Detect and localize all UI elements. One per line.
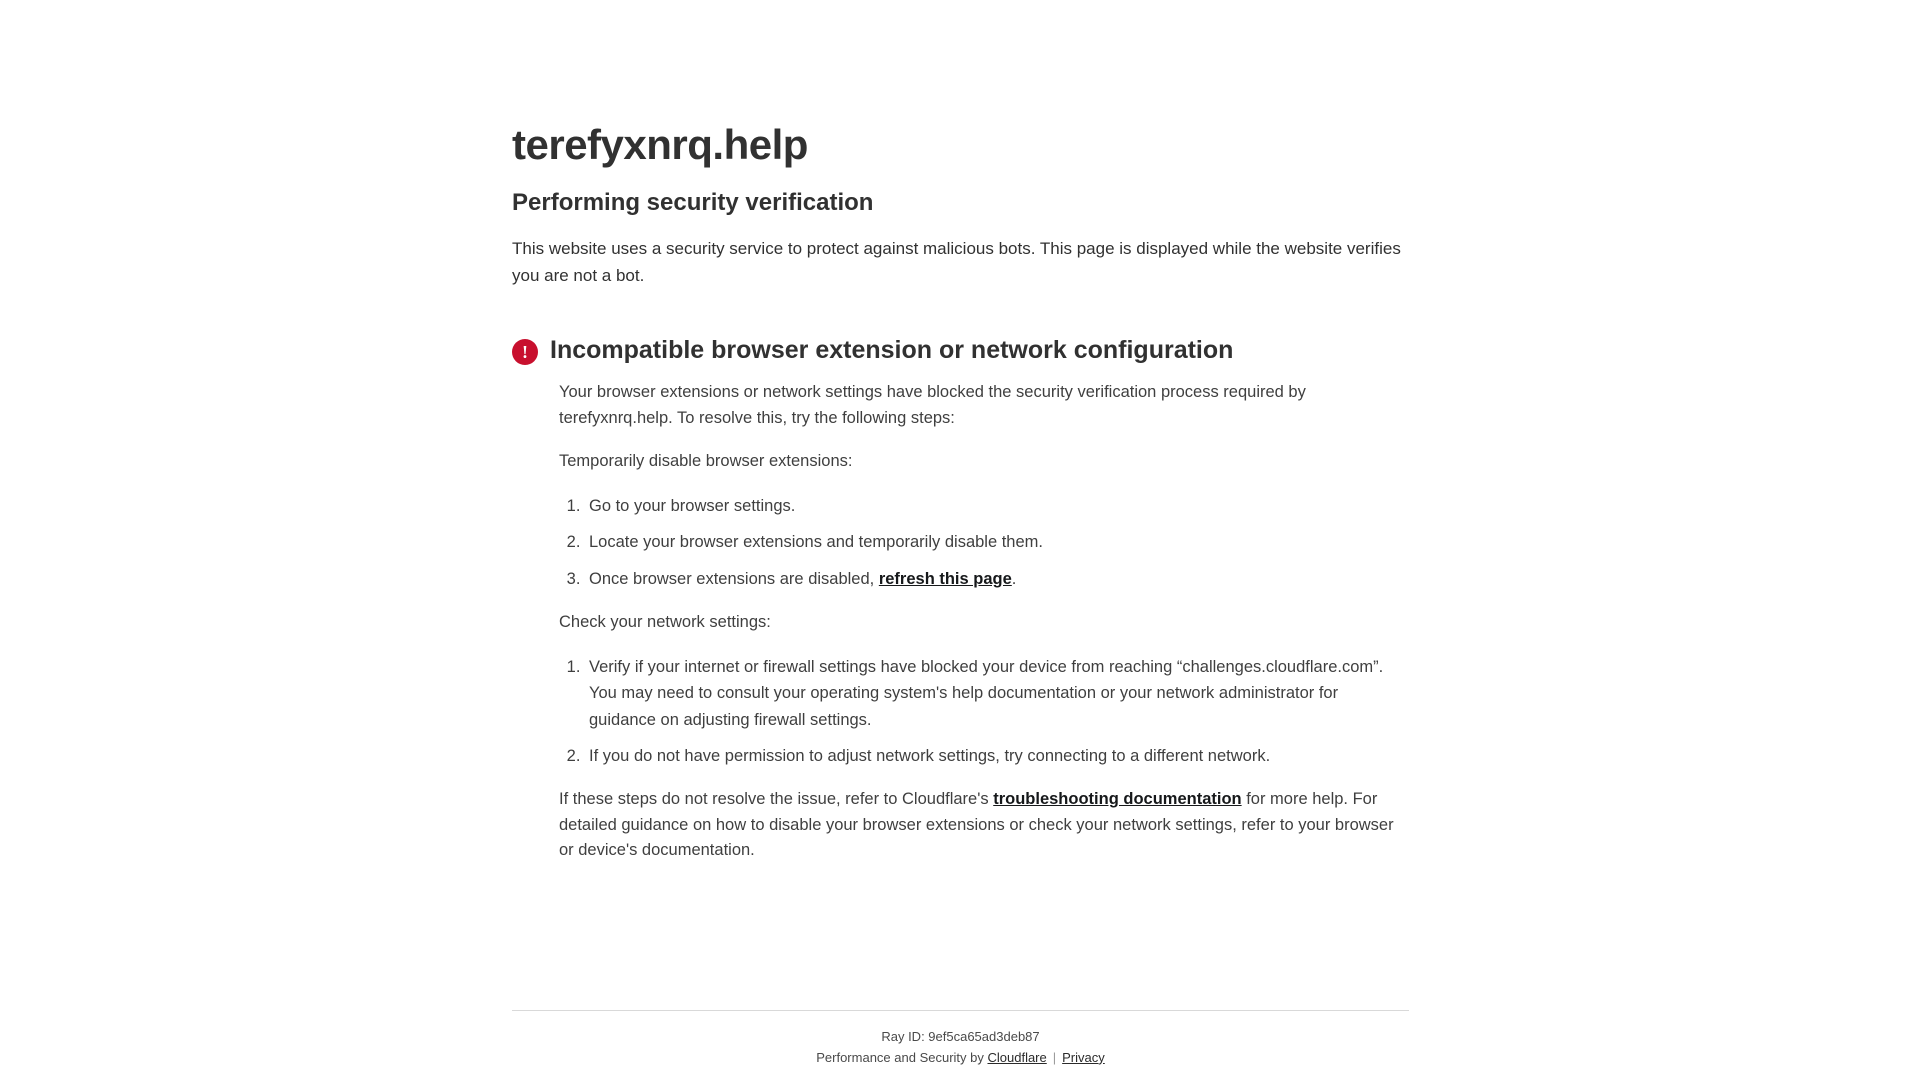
performance-prefix: Performance and Security by: [816, 1049, 988, 1065]
closing-paragraph: [559, 787, 1409, 864]
cloudflare-link[interactable]: Cloudflare: [987, 1049, 1047, 1065]
error-header: [512, 335, 1409, 366]
extensions-heading: Temporarily disable browser extensions:: [559, 452, 853, 471]
network-steps-list: [559, 654, 1409, 770]
page-title: terefyxnrq.help: [512, 121, 808, 168]
step-text: If you do not have permission to adjust network settings, try connecting to a different network.: [589, 746, 1271, 765]
intro-text: This website uses a security service to protect against malicious bots. This page is displayed while the website verifies you are not a bot.: [512, 239, 1401, 285]
list-item: [585, 529, 1409, 555]
extension-steps-list: [559, 493, 1409, 592]
ray-id: Ray ID: 9ef5ca65ad3deb87: [881, 1029, 1040, 1044]
step-text: Go to your browser settings.: [589, 497, 796, 516]
troubleshooting-documentation-link[interactable]: troubleshooting documentation: [993, 790, 1242, 809]
closing-text-before: If these steps do not resolve the issue, refer to Cloudflare's: [559, 790, 994, 809]
step-text: Verify if your internet or firewall settings have blocked your device from reaching “challenges.cloudflare.com”. You may need to consult your operating system's help documentation or your network administrator for guidance on adjusting firewall settings.: [589, 657, 1384, 729]
list-item: [585, 493, 1409, 519]
alert-exclamation-icon: !: [512, 339, 538, 365]
error-description: Your browser extensions or network settings have blocked the security verification process required by terefyxnrq.help. To resolve this, try the following steps:: [559, 383, 1306, 427]
main-content: [512, 0, 1409, 882]
step-text: Once browser extensions are disabled,: [589, 569, 879, 588]
privacy-link[interactable]: Privacy: [1062, 1049, 1105, 1065]
page-subtitle: Performing security verification: [512, 189, 874, 217]
error-block: [512, 335, 1409, 864]
closing-text-after: for more help. For detailed guidance on how to disable your browser extensions or check your network settings, refer to your browser or device's documentation.: [559, 790, 1394, 860]
step-text-after: .: [1011, 569, 1017, 588]
list-item: [585, 654, 1409, 733]
footer-separator: |: [1052, 1049, 1057, 1065]
footer-attribution: [512, 1049, 1409, 1068]
list-item: [585, 743, 1409, 769]
refresh-page-link[interactable]: refresh this page: [878, 569, 1012, 588]
step-text: Locate your browser extensions and temporarily disable them.: [589, 533, 1043, 552]
footer: [512, 1010, 1409, 1068]
error-title: Incompatible browser extension or network configuration: [550, 336, 1234, 365]
network-heading: Check your network settings:: [559, 613, 771, 632]
error-body: [559, 380, 1409, 864]
list-item: [585, 566, 1409, 592]
